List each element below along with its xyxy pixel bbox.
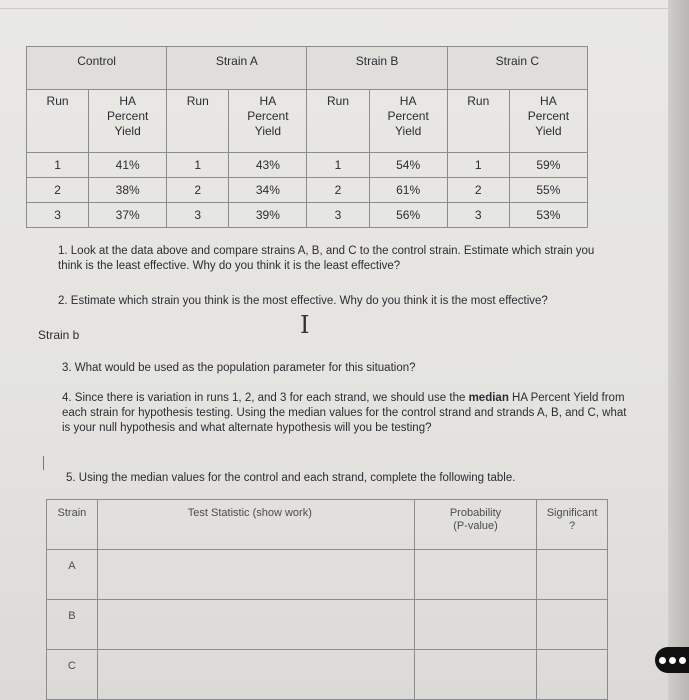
strain-b-cell [47,600,98,650]
p-value-cell[interactable] [414,600,536,650]
yield-cell: 41% [89,153,167,178]
question-4 [62,391,632,436]
run-cell: 1 [447,153,509,178]
significant-header [537,500,608,550]
p-value-label: (P-value) [453,520,498,532]
yield-cell: 61% [369,178,447,203]
run-cell: 1 [167,153,229,178]
yield-cell: 54% [369,153,447,178]
question-1: 1. Look at the data above and compare strains A, B, and C to the control strain. Estimate which strain you think is the least effective. Why do you think it is the least effective? [58,245,595,272]
margin-mark [43,456,44,470]
strain-header-control: Control [27,47,167,90]
run-cell: 3 [447,203,509,228]
yield-cell: 37% [89,203,167,228]
test-statistic-cell[interactable] [97,600,414,650]
test-statistic-header [97,500,414,550]
yield-cell: 38% [89,178,167,203]
dot [659,657,666,664]
significant-cell[interactable] [537,600,608,650]
run-cell: 2 [167,178,229,203]
strain-c-cell [47,650,98,700]
run-cell: 2 [307,178,369,203]
run-cell: 1 [27,153,89,178]
yield-cell: 43% [229,153,307,178]
p-value-cell[interactable] [414,550,536,600]
run-cell: 1 [307,153,369,178]
yield-cell: 53% [509,203,587,228]
probability-header [414,500,536,550]
yield-header-line: HA [259,94,277,108]
strain-header-b: Strain B [307,47,447,90]
significant-question-mark: ? [569,520,576,532]
dot [679,657,686,664]
yield-cell: 59% [509,153,587,178]
strain-header-row [27,47,588,90]
strain-column-header: Strain [47,500,98,550]
test-statistic-cell[interactable] [97,550,414,600]
yield-header-line: HA [399,94,417,108]
column-header-row [27,90,588,153]
yield-header-line: Percent [387,109,429,123]
question-4-part: 4. Since there is variation in runs 1, 2, and 3 for each strand, we should use the [62,392,469,404]
question-4-part: HA Percent Yield from each strain for hypothesis testing. Using the median values for the control strand and strands A, B, and C, what is your null hypothesis and what alternate hypothesis will you be testing? [62,392,627,434]
significant-cell[interactable] [537,650,608,700]
yield-header [229,90,307,153]
strain-header-c: Strain C [447,47,587,90]
question-5: 5. Using the median values for the control and each strand, complete the following table. [66,472,516,484]
yield-header-line: Percent [527,109,570,123]
table-row [47,550,608,600]
question-4-emphasis: median [468,392,509,404]
test-statistic-cell[interactable] [97,650,414,700]
test-statistic-label: Test Statistic (show work) [187,507,312,519]
more-options-icon[interactable] [655,647,689,673]
answer-text: Strain b [38,328,80,342]
strain-header-a: Strain A [167,47,307,90]
yield-header-line: Yield [535,124,562,138]
significance-table [46,499,608,700]
significant-label: Significant [546,507,598,519]
run-cell: 2 [447,178,509,203]
question-3: 3. What would be used as the population parameter for this situation? [62,362,416,374]
yield-cell: 55% [509,178,587,203]
yield-header-line: Yield [395,124,422,138]
run-header: Run [27,90,89,153]
run-cell: 3 [27,203,89,228]
yield-header-line: Yield [114,124,141,138]
run-header: Run [307,90,369,153]
text-cursor-icon: I [300,311,310,339]
yield-header-line: HA [540,94,557,108]
run-cell: 3 [167,203,229,228]
significant-cell[interactable] [537,550,608,600]
yield-header-line: HA [119,94,136,108]
run-header: Run [447,90,509,153]
strain-label: C [67,660,76,672]
run-cell: 3 [307,203,369,228]
page-edge [668,0,689,700]
yield-header [509,90,587,153]
yield-data-table [26,46,588,228]
yield-header [369,90,447,153]
yield-cell: 39% [229,203,307,228]
probability-label: Probability [449,507,502,519]
table-row [47,600,608,650]
data-row-3 [27,203,588,228]
page-top-edge [0,0,668,9]
p-value-cell[interactable] [414,650,536,700]
run-cell: 2 [27,178,89,203]
yield-header-line: Percent [247,109,289,123]
yield-cell: 34% [229,178,307,203]
yield-cell: 56% [369,203,447,228]
strain-label: B [68,610,76,622]
data-row-1 [27,153,588,178]
data-row-2 [27,178,588,203]
yield-header [89,90,167,153]
strain-label: A [68,560,76,572]
dot [669,657,676,664]
yield-header-line: Percent [106,109,149,123]
significance-header-row [47,500,608,550]
run-header: Run [167,90,229,153]
strain-a-cell [47,550,98,600]
table-row [47,650,608,700]
question-2: 2. Estimate which strain you think is the most effective. Why do you think it is the most effective? [58,295,548,307]
yield-header-line: Yield [254,124,282,138]
